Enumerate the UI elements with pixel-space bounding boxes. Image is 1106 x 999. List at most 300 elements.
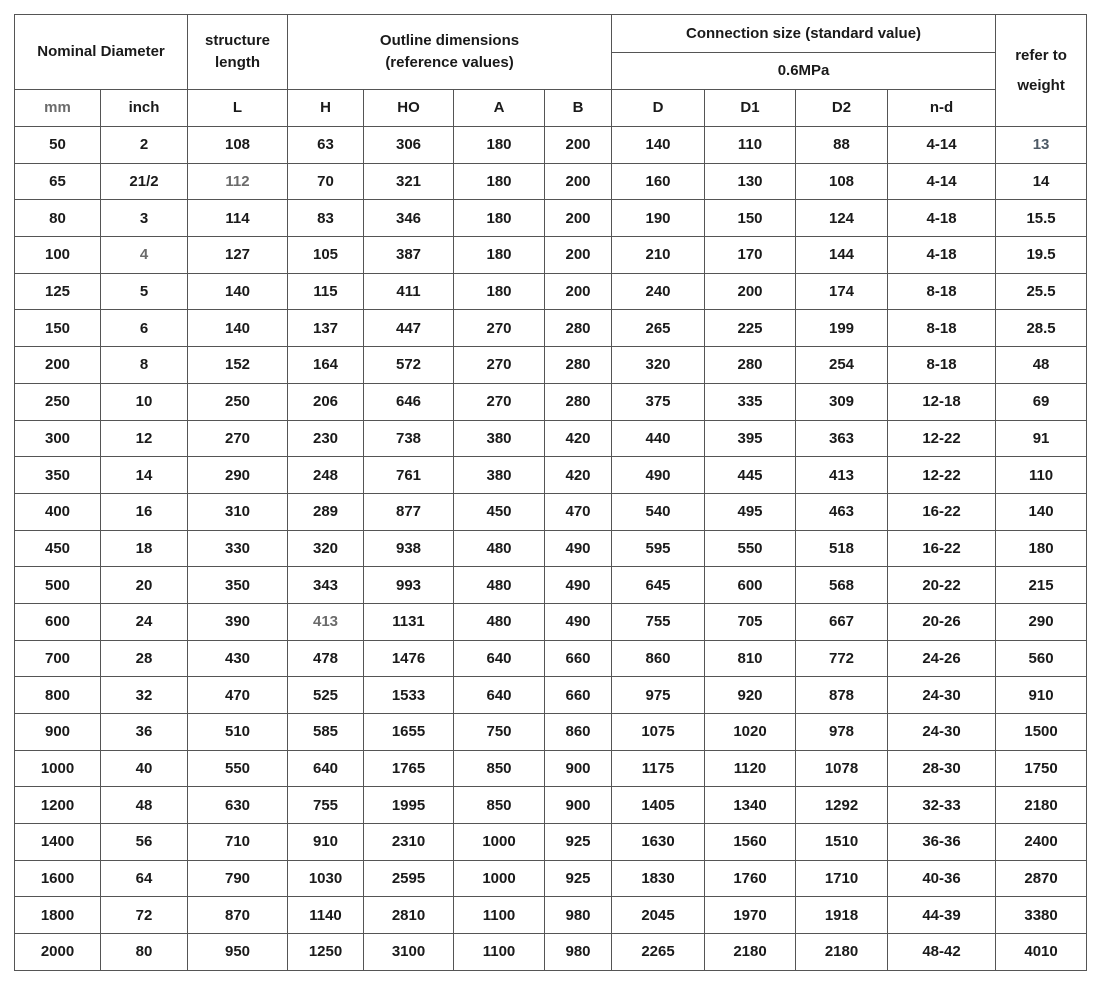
column-header-inch: inch [101,90,188,127]
cell-inch: 40 [101,750,188,787]
table-row [15,567,1087,604]
header-structure-length [188,15,288,90]
cell-HO: 993 [364,567,454,604]
table-row [15,273,1087,310]
cell-H: 413 [288,603,364,640]
cell-H: 206 [288,383,364,420]
cell-H: 343 [288,567,364,604]
cell-mm: 450 [15,530,101,567]
cell-HO: 346 [364,200,454,237]
header-weight-line1: refer to [1015,46,1067,64]
table-row [15,787,1087,824]
cell-L: 790 [188,860,288,897]
cell-H: 137 [288,310,364,347]
cell-H: 105 [288,237,364,274]
cell-L: 950 [188,934,288,971]
cell-A: 380 [454,420,545,457]
cell-inch: 2 [101,127,188,164]
cell-D: 240 [612,273,705,310]
column-header-H: H [288,90,364,127]
cell-D: 490 [612,457,705,494]
cell-n-d: 48-42 [888,934,996,971]
cell-weight: 2180 [996,787,1087,824]
cell-B: 420 [545,420,612,457]
cell-L: 270 [188,420,288,457]
cell-B: 490 [545,530,612,567]
cell-mm: 1400 [15,824,101,861]
cell-D2: 568 [796,567,888,604]
cell-L: 510 [188,714,288,751]
cell-weight: 28.5 [996,310,1087,347]
cell-mm: 400 [15,493,101,530]
cell-n-d: 4-14 [888,127,996,164]
cell-B: 925 [545,860,612,897]
cell-D1: 170 [705,237,796,274]
cell-HO: 646 [364,383,454,420]
cell-weight: 910 [996,677,1087,714]
cell-B: 280 [545,310,612,347]
cell-A: 480 [454,530,545,567]
cell-HO: 2810 [364,897,454,934]
cell-L: 310 [188,493,288,530]
cell-A: 270 [454,310,545,347]
cell-D1: 335 [705,383,796,420]
cell-B: 900 [545,787,612,824]
cell-weight: 1750 [996,750,1087,787]
header-structure-line2: length [215,54,261,71]
cell-inch: 20 [101,567,188,604]
cell-mm: 150 [15,310,101,347]
cell-D1: 1020 [705,714,796,751]
header-outline-dimensions [288,15,612,90]
cell-weight: 3380 [996,897,1087,934]
cell-D: 320 [612,347,705,384]
cell-mm: 80 [15,200,101,237]
cell-n-d: 40-36 [888,860,996,897]
cell-D2: 309 [796,383,888,420]
cell-D2: 144 [796,237,888,274]
cell-H: 320 [288,530,364,567]
cell-mm: 200 [15,347,101,384]
table-body [15,127,1087,971]
cell-D1: 225 [705,310,796,347]
cell-D1: 445 [705,457,796,494]
cell-HO: 3100 [364,934,454,971]
cell-D2: 978 [796,714,888,751]
cell-weight: 290 [996,603,1087,640]
cell-D1: 130 [705,163,796,200]
cell-A: 180 [454,200,545,237]
cell-D: 210 [612,237,705,274]
cell-D1: 150 [705,200,796,237]
cell-mm: 1800 [15,897,101,934]
column-header-B: B [545,90,612,127]
cell-D: 595 [612,530,705,567]
cell-L: 630 [188,787,288,824]
cell-D: 190 [612,200,705,237]
table-row [15,897,1087,934]
header-structure-line1: structure [205,32,271,49]
cell-weight: 14 [996,163,1087,200]
cell-D1: 2180 [705,934,796,971]
cell-HO: 1765 [364,750,454,787]
cell-B: 280 [545,347,612,384]
column-header-n-d: n-d [888,90,996,127]
cell-H: 289 [288,493,364,530]
cell-D1: 1340 [705,787,796,824]
cell-n-d: 36-36 [888,824,996,861]
table-row [15,530,1087,567]
cell-D2: 88 [796,127,888,164]
cell-n-d: 8-18 [888,310,996,347]
cell-HO: 2595 [364,860,454,897]
cell-mm: 2000 [15,934,101,971]
cell-B: 470 [545,493,612,530]
header-nominal-diameter: Nominal Diameter [15,15,188,90]
cell-A: 180 [454,127,545,164]
cell-weight: 1500 [996,714,1087,751]
cell-B: 860 [545,714,612,751]
cell-H: 63 [288,127,364,164]
table-row [15,640,1087,677]
cell-L: 127 [188,237,288,274]
header-outline-line1: Outline dimensions [379,32,520,49]
cell-HO: 1995 [364,787,454,824]
cell-A: 1100 [454,897,545,934]
cell-D2: 463 [796,493,888,530]
cell-L: 550 [188,750,288,787]
table-row [15,714,1087,751]
cell-inch: 64 [101,860,188,897]
header-outline-line2: (reference values) [385,54,514,71]
cell-D: 645 [612,567,705,604]
cell-mm: 100 [15,237,101,274]
table-row [15,934,1087,971]
cell-HO: 877 [364,493,454,530]
cell-weight: 19.5 [996,237,1087,274]
cell-D2: 667 [796,603,888,640]
cell-L: 112 [188,163,288,200]
cell-inch: 14 [101,457,188,494]
column-header-mm: mm [15,90,101,127]
cell-mm: 1200 [15,787,101,824]
cell-B: 200 [545,200,612,237]
cell-n-d: 24-30 [888,677,996,714]
cell-D1: 600 [705,567,796,604]
cell-mm: 1600 [15,860,101,897]
cell-HO: 572 [364,347,454,384]
cell-D1: 200 [705,273,796,310]
cell-H: 248 [288,457,364,494]
cell-H: 1250 [288,934,364,971]
cell-A: 850 [454,750,545,787]
cell-L: 430 [188,640,288,677]
cell-B: 200 [545,273,612,310]
table-row [15,163,1087,200]
cell-A: 180 [454,163,545,200]
cell-D2: 124 [796,200,888,237]
header-pressure: 0.6MPa [612,53,996,90]
cell-n-d: 12-18 [888,383,996,420]
cell-n-d: 32-33 [888,787,996,824]
cell-D: 1405 [612,787,705,824]
column-header-L: L [188,90,288,127]
cell-A: 450 [454,493,545,530]
cell-D1: 110 [705,127,796,164]
cell-A: 270 [454,383,545,420]
header-weight [996,15,1087,127]
cell-D1: 495 [705,493,796,530]
table-row [15,420,1087,457]
cell-inch: 24 [101,603,188,640]
cell-D: 440 [612,420,705,457]
cell-D2: 174 [796,273,888,310]
cell-D1: 280 [705,347,796,384]
table-row [15,347,1087,384]
cell-B: 925 [545,824,612,861]
cell-mm: 65 [15,163,101,200]
cell-L: 470 [188,677,288,714]
cell-inch: 4 [101,237,188,274]
cell-n-d: 4-14 [888,163,996,200]
cell-B: 420 [545,457,612,494]
cell-H: 585 [288,714,364,751]
cell-H: 83 [288,200,364,237]
cell-A: 850 [454,787,545,824]
cell-weight: 13 [996,127,1087,164]
cell-B: 200 [545,237,612,274]
cell-weight: 110 [996,457,1087,494]
cell-n-d: 12-22 [888,457,996,494]
cell-L: 870 [188,897,288,934]
cell-inch: 5 [101,273,188,310]
cell-HO: 1655 [364,714,454,751]
column-header-D1: D1 [705,90,796,127]
cell-D: 755 [612,603,705,640]
cell-A: 1100 [454,934,545,971]
header-connection-size: Connection size (standard value) [612,15,996,53]
cell-L: 710 [188,824,288,861]
cell-weight: 4010 [996,934,1087,971]
table-row [15,200,1087,237]
cell-H: 640 [288,750,364,787]
cell-D2: 413 [796,457,888,494]
cell-L: 108 [188,127,288,164]
table-row [15,493,1087,530]
cell-mm: 900 [15,714,101,751]
cell-A: 640 [454,677,545,714]
cell-L: 140 [188,273,288,310]
cell-B: 490 [545,567,612,604]
cell-n-d: 20-26 [888,603,996,640]
cell-D2: 1710 [796,860,888,897]
cell-D1: 920 [705,677,796,714]
cell-A: 480 [454,603,545,640]
table-row [15,457,1087,494]
cell-B: 200 [545,163,612,200]
cell-D2: 2180 [796,934,888,971]
cell-L: 250 [188,383,288,420]
cell-A: 270 [454,347,545,384]
cell-n-d: 8-18 [888,347,996,384]
cell-D: 265 [612,310,705,347]
cell-D1: 1970 [705,897,796,934]
cell-weight: 15.5 [996,200,1087,237]
table-row [15,677,1087,714]
cell-weight: 2870 [996,860,1087,897]
cell-D2: 878 [796,677,888,714]
cell-L: 350 [188,567,288,604]
cell-mm: 300 [15,420,101,457]
cell-n-d: 8-18 [888,273,996,310]
cell-D1: 1120 [705,750,796,787]
cell-mm: 700 [15,640,101,677]
cell-H: 70 [288,163,364,200]
cell-D: 860 [612,640,705,677]
cell-L: 114 [188,200,288,237]
cell-mm: 125 [15,273,101,310]
cell-D1: 705 [705,603,796,640]
cell-HO: 447 [364,310,454,347]
cell-A: 1000 [454,860,545,897]
cell-mm: 800 [15,677,101,714]
cell-HO: 1476 [364,640,454,677]
cell-inch: 16 [101,493,188,530]
cell-inch: 56 [101,824,188,861]
cell-B: 490 [545,603,612,640]
cell-B: 280 [545,383,612,420]
cell-inch: 72 [101,897,188,934]
cell-inch: 18 [101,530,188,567]
cell-D2: 254 [796,347,888,384]
cell-weight: 140 [996,493,1087,530]
table-row [15,383,1087,420]
cell-weight: 2400 [996,824,1087,861]
cell-D: 2045 [612,897,705,934]
cell-HO: 306 [364,127,454,164]
cell-H: 525 [288,677,364,714]
cell-weight: 48 [996,347,1087,384]
valve-dimension-table [14,14,1087,971]
cell-inch: 10 [101,383,188,420]
cell-D: 975 [612,677,705,714]
cell-D: 1075 [612,714,705,751]
cell-B: 900 [545,750,612,787]
cell-weight: 215 [996,567,1087,604]
cell-A: 750 [454,714,545,751]
table-row [15,127,1087,164]
cell-mm: 250 [15,383,101,420]
cell-D2: 108 [796,163,888,200]
cell-B: 660 [545,677,612,714]
cell-HO: 411 [364,273,454,310]
cell-n-d: 44-39 [888,897,996,934]
cell-D: 1630 [612,824,705,861]
cell-B: 200 [545,127,612,164]
table-row [15,860,1087,897]
cell-n-d: 4-18 [888,200,996,237]
cell-B: 980 [545,934,612,971]
cell-mm: 600 [15,603,101,640]
cell-L: 140 [188,310,288,347]
cell-HO: 738 [364,420,454,457]
table-row [15,603,1087,640]
cell-inch: 36 [101,714,188,751]
cell-D: 2265 [612,934,705,971]
column-header-A: A [454,90,545,127]
cell-HO: 1131 [364,603,454,640]
cell-weight: 91 [996,420,1087,457]
cell-n-d: 16-22 [888,530,996,567]
cell-HO: 2310 [364,824,454,861]
column-header-D: D [612,90,705,127]
cell-inch: 8 [101,347,188,384]
cell-D2: 1510 [796,824,888,861]
cell-D1: 395 [705,420,796,457]
cell-mm: 500 [15,567,101,604]
cell-HO: 761 [364,457,454,494]
cell-inch: 80 [101,934,188,971]
cell-HO: 1533 [364,677,454,714]
cell-D2: 772 [796,640,888,677]
cell-D: 1175 [612,750,705,787]
cell-n-d: 28-30 [888,750,996,787]
cell-D2: 1078 [796,750,888,787]
cell-weight: 560 [996,640,1087,677]
cell-HO: 387 [364,237,454,274]
cell-n-d: 4-18 [888,237,996,274]
cell-inch: 28 [101,640,188,677]
table-row [15,237,1087,274]
cell-H: 755 [288,787,364,824]
cell-H: 910 [288,824,364,861]
cell-D: 160 [612,163,705,200]
cell-inch: 48 [101,787,188,824]
cell-A: 1000 [454,824,545,861]
cell-D: 140 [612,127,705,164]
cell-A: 180 [454,237,545,274]
cell-H: 164 [288,347,364,384]
cell-A: 640 [454,640,545,677]
column-header-D2: D2 [796,90,888,127]
table-row [15,824,1087,861]
cell-HO: 938 [364,530,454,567]
cell-weight: 69 [996,383,1087,420]
cell-inch: 12 [101,420,188,457]
cell-L: 290 [188,457,288,494]
cell-D: 1830 [612,860,705,897]
cell-D: 375 [612,383,705,420]
cell-D2: 363 [796,420,888,457]
table-row [15,750,1087,787]
header-weight-line2: weight [1017,76,1065,94]
cell-weight: 25.5 [996,273,1087,310]
cell-D: 540 [612,493,705,530]
table-row [15,310,1087,347]
cell-inch: 3 [101,200,188,237]
cell-H: 1140 [288,897,364,934]
cell-n-d: 24-30 [888,714,996,751]
cell-inch: 32 [101,677,188,714]
cell-D1: 1560 [705,824,796,861]
cell-mm: 50 [15,127,101,164]
cell-D1: 550 [705,530,796,567]
cell-H: 115 [288,273,364,310]
cell-inch: 6 [101,310,188,347]
cell-A: 480 [454,567,545,604]
cell-inch: 21/2 [101,163,188,200]
cell-D2: 1292 [796,787,888,824]
